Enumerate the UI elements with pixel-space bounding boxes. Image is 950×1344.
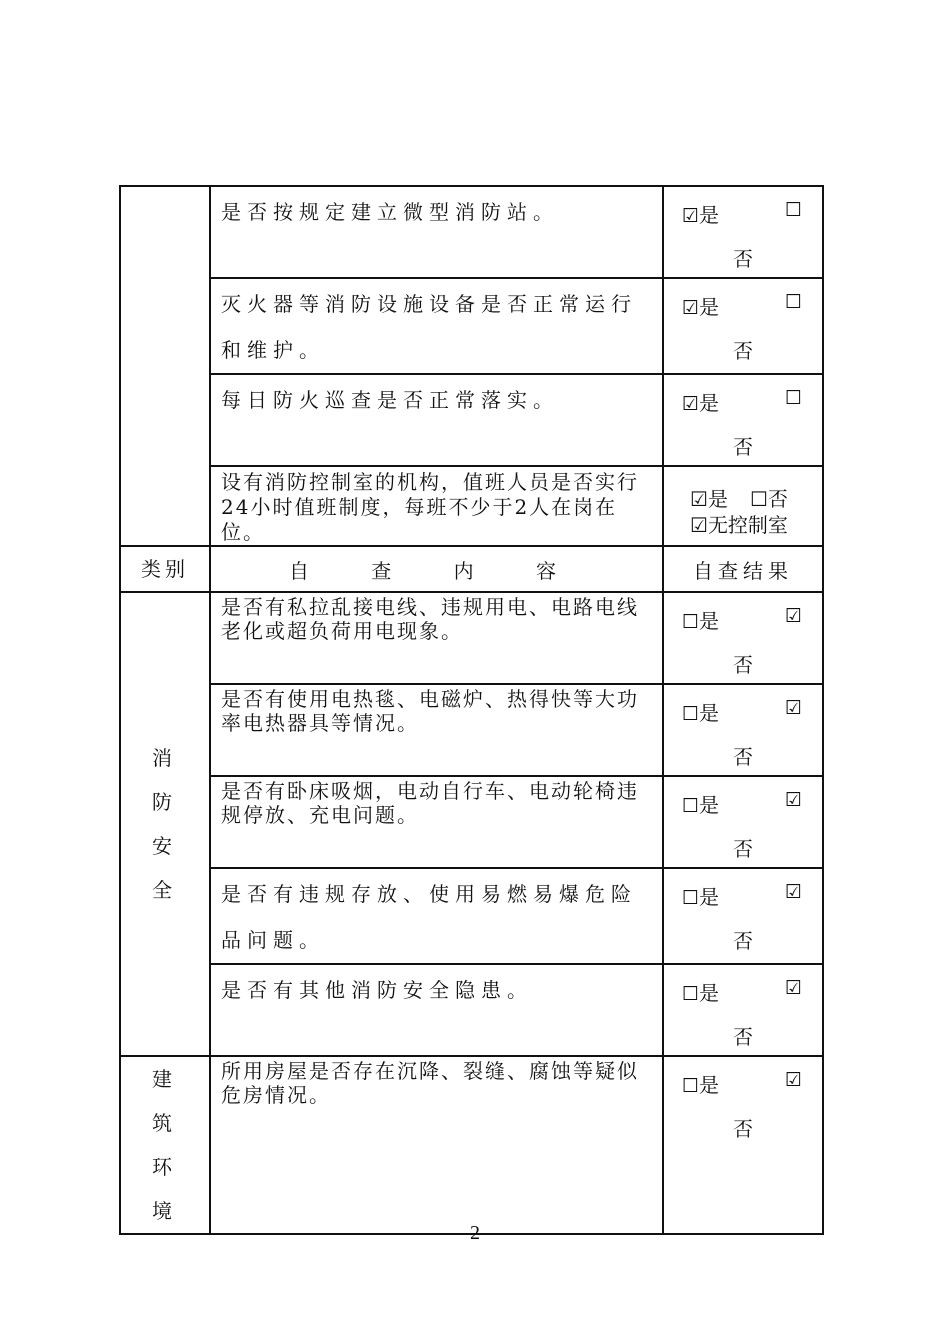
no-label: 否 <box>733 929 753 953</box>
checkbox-no[interactable]: ☑ <box>784 605 802 627</box>
checkbox-yes[interactable]: ☐ <box>682 611 700 633</box>
checkbox-yes[interactable]: ☑ <box>682 205 700 227</box>
check-row <box>120 684 823 776</box>
result-cell <box>663 466 823 546</box>
checkbox-yes[interactable]: ☐ <box>682 887 700 909</box>
check-item-text: 所用房屋是否存在沉降、裂缝、腐蚀等疑似危房情况。 <box>221 1059 639 1107</box>
result-cell <box>663 868 823 964</box>
self-check-table <box>119 185 824 1235</box>
check-row <box>120 374 823 466</box>
no-control-room-label: 无控制室 <box>707 513 788 537</box>
check-row <box>120 868 823 964</box>
yes-label: 是 <box>699 701 720 725</box>
check-item-text: 是否有私拉乱接电线、违规用电、电路电线老化或超负荷用电现象。 <box>221 595 639 643</box>
result-cell <box>663 374 823 466</box>
no-label: 否 <box>733 745 753 769</box>
yes-label: 是 <box>707 487 728 511</box>
result-cell <box>663 776 823 868</box>
checkbox-no[interactable]: ☐ <box>784 199 802 221</box>
no-label: 否 <box>733 653 753 677</box>
yes-label: 是 <box>699 609 720 633</box>
checkbox-no[interactable]: ☑ <box>784 1069 802 1091</box>
no-label: 否 <box>767 487 788 511</box>
checkbox-yes[interactable]: ☐ <box>682 1075 700 1097</box>
yes-label: 是 <box>699 885 720 909</box>
check-row <box>120 466 823 546</box>
no-label: 否 <box>733 1117 753 1141</box>
check-item-text: 灭火器等消防设施设备是否正常运行和维护。 <box>221 292 637 362</box>
checkbox-no[interactable]: ☑ <box>784 977 802 999</box>
checkbox-no[interactable]: ☑ <box>784 789 802 811</box>
check-item-text: 是否有卧床吸烟，电动自行车、电动轮椅违规停放、充电问题。 <box>221 779 639 827</box>
header-category: 类别 <box>120 546 210 592</box>
yes-label: 是 <box>699 391 720 415</box>
checkbox-yes[interactable]: ☐ <box>682 703 700 725</box>
check-row <box>120 776 823 868</box>
check-item-text: 是否有违规存放、使用易燃易爆危险品问题。 <box>221 882 637 952</box>
check-row <box>120 592 823 684</box>
header-result: 自查结果 <box>663 546 823 592</box>
no-label: 否 <box>733 1025 753 1049</box>
checkbox-no[interactable]: ☐ <box>749 487 768 511</box>
header-content: 自 查 内 容 <box>210 546 663 592</box>
result-cell <box>663 186 823 278</box>
check-item-text: 是否有其他消防安全隐患。 <box>221 978 533 1002</box>
yes-label: 是 <box>699 981 720 1005</box>
checkbox-no[interactable]: ☐ <box>784 291 802 313</box>
page-number: 2 <box>470 1222 480 1244</box>
check-item-text: 每日防火巡查是否正常落实。 <box>221 388 559 412</box>
checkbox-yes[interactable]: ☑ <box>690 487 708 511</box>
result-cell <box>663 592 823 684</box>
yes-label: 是 <box>699 1073 720 1097</box>
checkbox-yes[interactable]: ☑ <box>682 393 700 415</box>
result-cell <box>663 684 823 776</box>
checkbox-no[interactable]: ☐ <box>784 387 802 409</box>
check-item-text: 是否有使用电热毯、电磁炉、热得快等大功率电热器具等情况。 <box>221 687 639 735</box>
checkbox-no-control-room[interactable]: ☑ <box>690 513 708 537</box>
check-row <box>120 278 823 374</box>
result-cell <box>663 1056 823 1234</box>
category-cell <box>120 186 210 546</box>
category-cell: 消防安全 <box>120 592 210 1056</box>
no-label: 否 <box>733 339 753 363</box>
check-row <box>120 964 823 1056</box>
no-label: 否 <box>733 435 753 459</box>
checkbox-yes[interactable]: ☐ <box>682 795 700 817</box>
table-header-row <box>120 546 823 592</box>
result-cell <box>663 964 823 1056</box>
no-label: 否 <box>733 247 753 271</box>
yes-label: 是 <box>699 203 720 227</box>
checkbox-yes[interactable]: ☐ <box>682 983 700 1005</box>
check-item-text: 是否按规定建立微型消防站。 <box>221 200 559 224</box>
result-cell <box>663 278 823 374</box>
yes-label: 是 <box>699 295 720 319</box>
check-row <box>120 186 823 278</box>
yes-label: 是 <box>699 793 720 817</box>
no-label: 否 <box>733 837 753 861</box>
checkbox-no[interactable]: ☑ <box>784 697 802 719</box>
check-item-text: 设有消防控制室的机构，值班人员是否实行24小时值班制度，每班不少于2人在岗在位。 <box>221 470 639 544</box>
checkbox-no[interactable]: ☑ <box>784 881 802 903</box>
check-row <box>120 1056 823 1234</box>
category-cell: 建筑环境 <box>120 1056 210 1234</box>
checkbox-yes[interactable]: ☑ <box>682 297 700 319</box>
